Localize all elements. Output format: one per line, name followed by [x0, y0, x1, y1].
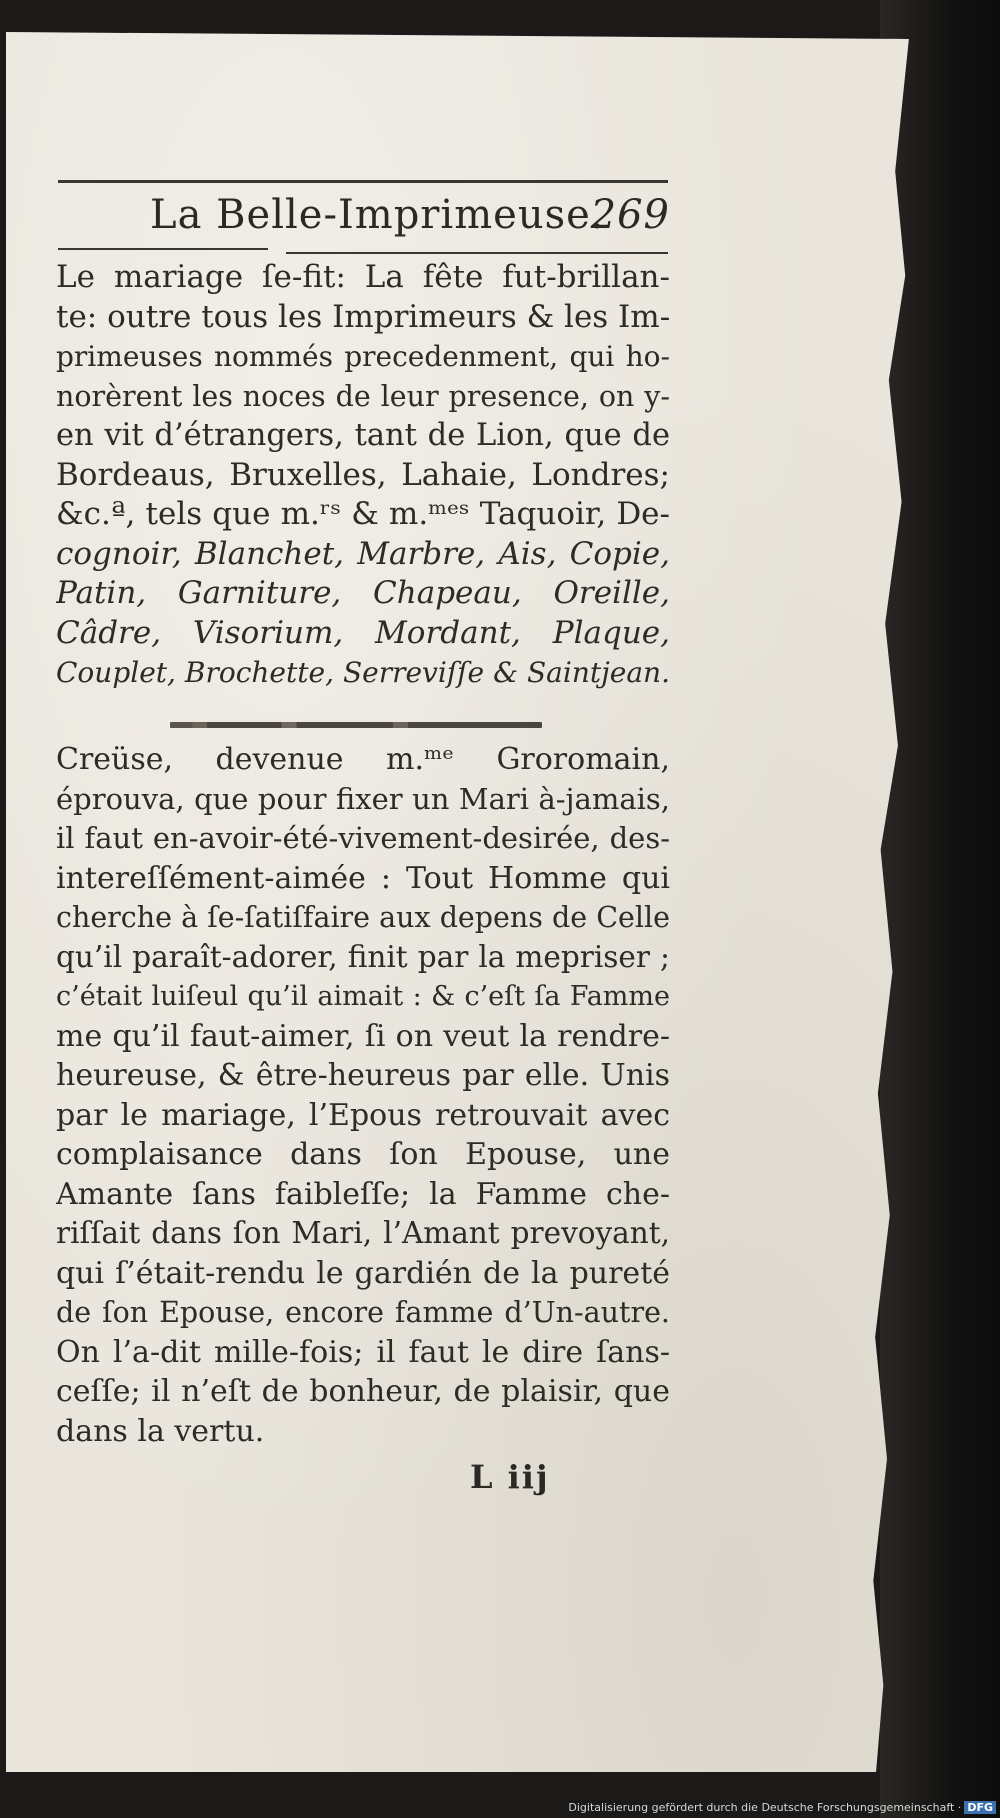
- text-line: il faut en-avoir-été-vivement-desirée, des-: [56, 821, 670, 855]
- running-title: La Belle-Imprimeuse.: [150, 192, 605, 238]
- text-line: ceſſe; il n’eſt de bonheur, de plaisir, que: [56, 1374, 670, 1409]
- text-line: me qu’il faut-aimer, ſi on veut la rendre-: [56, 1018, 670, 1054]
- text-line: éprouva, que pour fixer un Mari à-jamais,: [56, 781, 670, 816]
- text-line: c’était luiſeul qu’il aimait : & c’eſt ſa Famme: [56, 981, 670, 1012]
- text-line: heureuse, & être-heureus par elle. Unis: [56, 1058, 670, 1093]
- text-line: Patin, Garniture, Chapeau, Oreille,: [56, 575, 670, 611]
- text-line: On l’a-dit mille-fois; il faut le dire ſans-: [56, 1334, 670, 1370]
- text-line: riſſait dans ſon Mari, l’Amant prevoyant,: [56, 1216, 670, 1250]
- text-line: norèrent les noces de leur presence, on y-: [56, 379, 670, 413]
- text-line: intereſſément-aimée : Tout Homme qui: [56, 860, 670, 896]
- header-rule-left: [58, 248, 268, 250]
- page-header: [150, 192, 670, 248]
- paragraph-wedding: [56, 258, 670, 693]
- credit-text: Digitalisierung gefördert durch die Deutsche Forschungsgemeinschaft ·: [568, 1801, 962, 1814]
- header-top-rule: [58, 180, 668, 183]
- text-line: primeuses nommés precedenment, qui ho-: [56, 340, 670, 373]
- paragraph-creuse: [56, 740, 670, 1451]
- text-line: te: outre tous les Imprimeurs & les Im-: [56, 298, 670, 335]
- text-line: Le mariage ſe-fit: La fête fut-brillan-: [56, 259, 670, 295]
- text-line: dans la vertu.: [56, 1413, 265, 1449]
- text-line: Amante ſans faibleſſe; la Famme che-: [56, 1176, 670, 1212]
- dfg-logo: DFG: [964, 1801, 996, 1814]
- text-line: Bordeaus, Bruxelles, Lahaie, Londres;: [56, 456, 670, 493]
- text-line: qui ſ’était-rendu le gardién de la pureté: [56, 1255, 670, 1291]
- text-line: Couplet, Brochette, Serreviſſe & Saintjean.: [56, 656, 670, 689]
- text-line: de ſon Epouse, encore famme d’Un-autre.: [56, 1296, 670, 1329]
- text-line: en vit d’étrangers, tant de Lion, que de: [56, 418, 670, 453]
- digitization-credit: [568, 1801, 996, 1814]
- text-line: complaisance dans ſon Epouse, une: [56, 1137, 670, 1172]
- text-line: &c.ª, tels que m.ʳˢ & m.ᵐᵉˢ Taquoir, De-: [56, 496, 670, 532]
- header-rule-right: [286, 252, 668, 254]
- text-line: cognoir, Blanchet, Marbre, Ais, Copie,: [56, 535, 670, 572]
- text-line: par le mariage, l’Epous retrouvait avec: [56, 1097, 670, 1133]
- signature-mark: L iij: [470, 1458, 550, 1496]
- text-line: qu’il paraît-adorer, finit par la mepriser ;: [56, 939, 670, 974]
- text-line: Creüse, devenue m.ᵐᵉ Groromain,: [56, 742, 670, 777]
- text-line: cherche à ſe-ſatiſfaire aux depens de Celle: [56, 901, 670, 934]
- section-ornament-rule: [170, 722, 542, 728]
- page-number: 269: [590, 192, 670, 238]
- text-line: Câdre, Visorium, Mordant, Plaque,: [56, 614, 670, 651]
